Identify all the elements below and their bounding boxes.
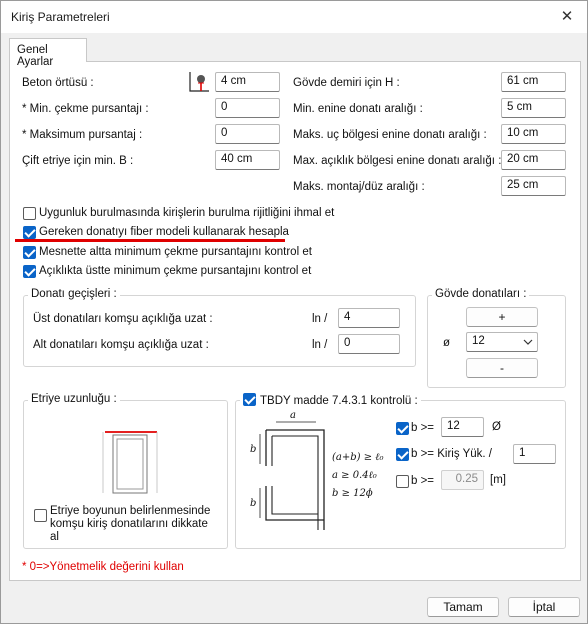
ust-donati-unit: ln /	[312, 313, 328, 325]
burulma-checkbox[interactable]	[23, 207, 36, 220]
maks-montaj-input[interactable]: 25 cm	[501, 176, 566, 196]
tbdy-b-phi-checkbox[interactable]	[396, 422, 409, 435]
tbdy-b-meter-label: b >=	[411, 475, 435, 487]
min-enine-label: Min. enine donatı aralığı :	[293, 103, 423, 115]
tbdy-b-meter-checkbox[interactable]	[396, 475, 409, 488]
tbdy-b-phi-label: b >=	[411, 422, 435, 434]
title-bar	[1, 1, 587, 33]
tbdy-b-kiris-label: b >= Kiriş Yük. /	[411, 448, 492, 460]
min-cekme-label: * Min. çekme pursantajı :	[22, 103, 149, 115]
mesnette-checkbox[interactable]	[23, 246, 36, 259]
tbdy-b-meter-input[interactable]: 0.25	[441, 470, 484, 490]
min-cekme-input[interactable]: 0	[215, 98, 280, 118]
window-title: Kiriş Parametreleri	[11, 10, 110, 24]
donati-gecisleri-group	[23, 295, 416, 367]
etriye-komsu-label: Etriye boyunun belirlenmesinde komşu kiriş donatılarını dikkate al	[50, 505, 211, 543]
tbdy-checkbox[interactable]	[243, 393, 256, 406]
stirrup-icon	[101, 427, 161, 497]
tbdy-title-wrap	[240, 393, 421, 407]
formula-3: b ≥ 12ϕ	[332, 488, 373, 499]
aciklikta-label: Açıklıkta üstte minimum çekme pursantajını kontrol et	[39, 265, 312, 277]
ust-donati-label: Üst donatıları komşu açıklığa uzat :	[33, 313, 213, 325]
diameter-select[interactable]	[466, 332, 538, 352]
chevron-down-icon	[523, 339, 533, 346]
diameter-select-value: 12	[472, 335, 485, 347]
min-enine-input[interactable]: 5 cm	[501, 98, 566, 118]
tbdy-b-phi-unit: Ø	[492, 421, 501, 433]
govde-demiri-label: Gövde demiri için H :	[293, 77, 400, 89]
dim-a-label: a	[290, 410, 296, 421]
max-aciklik-input[interactable]: 20 cm	[501, 150, 566, 170]
cift-etriye-input[interactable]: 40 cm	[215, 150, 280, 170]
mesnette-label: Mesnette altta minimum çekme pursantajını kontrol et	[39, 246, 312, 258]
tbdy-title: TBDY madde 7.4.3.1 kontrolü :	[260, 395, 418, 407]
alt-donati-label: Alt donatıları komşu açıklığa uzat :	[33, 339, 209, 351]
max-aciklik-label: Max. açıklık bölgesi enine donatı aralığı :	[293, 155, 502, 167]
cover-icon	[188, 71, 210, 93]
cift-etriye-label: Çift etriye için min. B :	[22, 155, 134, 167]
donati-gecisleri-title: Donatı geçişleri :	[28, 288, 120, 300]
alt-donati-unit: ln /	[312, 339, 328, 351]
highlight-underline	[15, 239, 285, 242]
fiber-model-label: Gereken donatıyı fiber modeli kullanarak hesapla	[39, 226, 289, 238]
tbdy-b-phi-input[interactable]: 12	[441, 417, 484, 437]
aciklikta-checkbox[interactable]	[23, 265, 36, 278]
maks-pursantaj-input[interactable]: 0	[215, 124, 280, 144]
alt-donati-input[interactable]: 0	[338, 334, 400, 354]
etriye-title: Etriye uzunluğu :	[28, 393, 120, 405]
burulma-label: Uygunluk burulmasında kirişlerin burulma rijitliğini ihmal et	[39, 207, 335, 219]
add-button[interactable]: +	[466, 307, 538, 327]
tbdy-b-meter-unit: [m]	[490, 474, 506, 486]
tbdy-b-kiris-input[interactable]: 1	[513, 444, 556, 464]
beton-ortusu-label: Beton örtüsü :	[22, 77, 94, 89]
ok-button[interactable]: Tamam	[427, 597, 499, 617]
tbdy-b-kiris-checkbox[interactable]	[396, 448, 409, 461]
remove-button[interactable]: -	[466, 358, 538, 378]
formula-1: (a+b) ≥ ℓ₀	[332, 452, 384, 463]
tbdy-sketch	[246, 408, 386, 536]
ust-donati-input[interactable]: 4	[338, 308, 400, 328]
yonetmelik-note: * 0=>Yönetmelik değerini kullan	[22, 561, 184, 573]
maks-pursantaj-label: * Maksimum pursantaj :	[22, 129, 143, 141]
formula-2: a ≥ 0.4ℓ₀	[332, 470, 377, 481]
phi-symbol: ø	[443, 337, 451, 349]
fiber-model-checkbox[interactable]	[23, 226, 36, 239]
etriye-komsu-checkbox[interactable]	[34, 509, 47, 522]
govde-demiri-input[interactable]: 61 cm	[501, 72, 566, 92]
govde-donatilari-title: Gövde donatıları :	[432, 288, 529, 300]
dim-b2-label: b	[250, 498, 257, 509]
cancel-button[interactable]: İptal	[508, 597, 580, 617]
close-icon[interactable]: ✕	[560, 8, 574, 25]
maks-uc-label: Maks. uç bölgesi enine donatı aralığı :	[293, 129, 487, 141]
dim-b1-label: b	[250, 444, 257, 455]
maks-uc-input[interactable]: 10 cm	[501, 124, 566, 144]
beton-ortusu-input[interactable]: 4 cm	[215, 72, 280, 92]
tab-genel-ayarlar[interactable]: Genel Ayarlar	[9, 38, 87, 62]
maks-montaj-label: Maks. montaj/düz aralığı :	[293, 181, 425, 193]
